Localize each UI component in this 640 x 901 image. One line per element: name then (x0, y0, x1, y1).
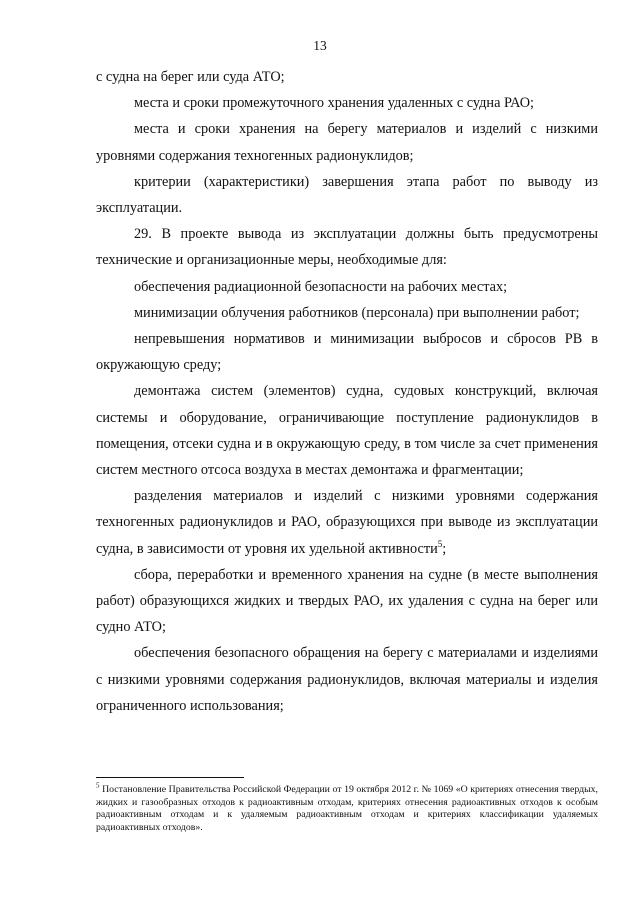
paragraph-text: разделения материалов и изделий с низкими уровнями содержания техногенных радионуклидов и РАО, образующихся при выводе из эксплуатации судна, в зависимости от уровня их удельной активности (96, 488, 598, 557)
page-number: 13 (313, 38, 327, 53)
paragraph-list-item: места и сроки хранения на берегу материалов и изделий с низкими уровнями содержания техногенных радионуклидов; (96, 121, 598, 164)
footnote-separator (96, 777, 244, 778)
paragraph-list-item: демонтажа систем (элементов) судна, судовых конструкций, включая системы и оборудование, ограничивающие поступление радионуклидов в помещения, отсеки судна и в окружающую среду, в том числе за счет применения систем местного отсоса воздуха в местах демонтажа и фрагментации; (96, 383, 598, 479)
paragraph-list-item: критерии (характеристики) завершения этапа работ по выводу из эксплуатации. (96, 173, 598, 217)
paragraph-list-item: минимизации облучения работников (персонала) при выполнении работ; (134, 304, 580, 321)
footnote-mark: 5 (96, 781, 100, 790)
footnote (96, 781, 599, 834)
paragraph-list-item-with-footnote (96, 483, 598, 562)
paragraph-list-item: непревышения нормативов и минимизации выбросов и сбросов РВ в окружающую среду; (96, 331, 598, 374)
paragraph-continuation: с судна на берег или суда АТО; (96, 69, 285, 85)
paragraph-clause-29: 29. В проекте вывода из эксплуатации должны быть предусмотрены технические и организационные меры, необходимые для: (96, 226, 598, 269)
body-text (96, 64, 598, 719)
paragraph-list-item: места и сроки промежуточного хранения удаленных с судна РАО; (134, 95, 535, 112)
paragraph-list-item: обеспечения безопасного обращения на берегу с материалами и изделиями с низкими уровнями содержания радионуклидов, включая материалы и изделия ограниченного использования; (96, 645, 598, 714)
footnote-text: Постановление Правительства Российской Федерации от 19 октября 2012 г. № 1069 «О критериях отнесения твердых, жидких и газообразных отходов к радиоактивным отходам, критериях отнесения радиоактивных отходов к особым радиоактивным отходам и к удаляемым радиоактивным отходам и критериях классификации удаляемых радиоактивных отходов». (96, 784, 599, 833)
footnote-reference[interactable]: 5 (437, 538, 443, 549)
paragraph-suffix: ; (442, 540, 447, 557)
paragraph-list-item: сбора, переработки и временного хранения на судне (в месте выполнения работ) образующихся жидких и твердых РАО, их удаления с судна на берег или судно АТО; (96, 566, 598, 636)
paragraph-list-item: обеспечения радиационной безопасности на рабочих местах; (134, 278, 508, 295)
